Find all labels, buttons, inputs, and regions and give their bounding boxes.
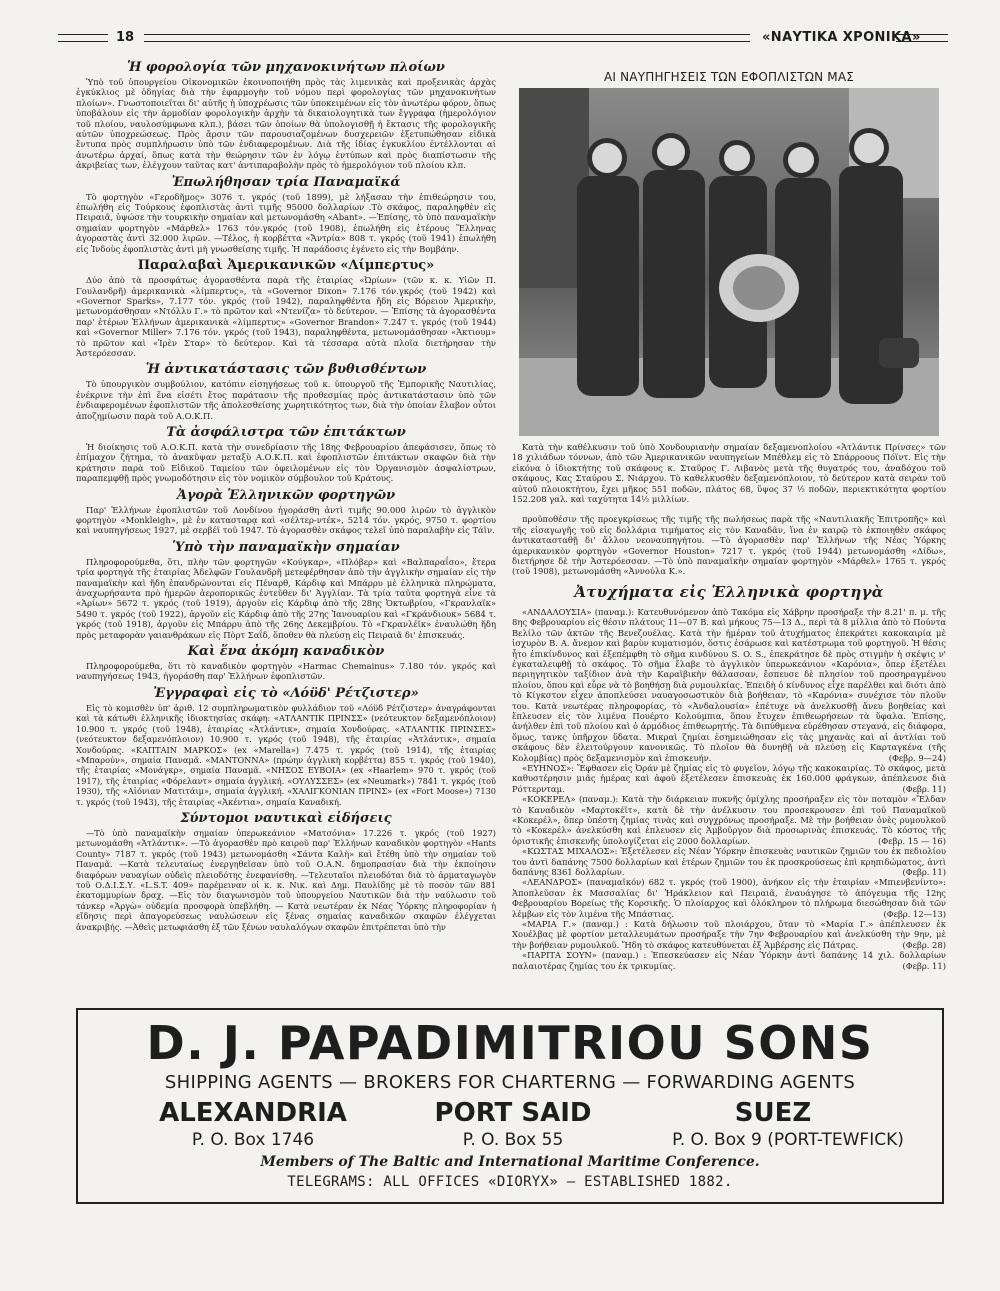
photo-caption: Κατὰ τὴν καθέλκυσιν τοῦ ὑπὸ Χονδουριανὴν σημαίαν δεξαμενοπλοίου «Ἀτλάντικ Πρίνσες» τῶν 18 χιλιάδων τόννων, ἀπὸ τῶν Ἀμερικανικῶν ναυπηγείων Μπέθλεμ εἰς τὸ Σπάρροους Πόϊντ. Εἰς τὴν εἰκόνα ὁ ἰδιοκτήτης τοῦ σκάφους κ. Σταῦρος Γ. Λιβανὸς μετὰ τῆς θυγατρός του, ἀναδόχου τοῦ σκάφους, Κας Σταύρου Σ. Νιάρχου. Τὸ καθελκυσθὲν δεξαμενόπλοιον, τὸ δεύτερον κατὰ σειρὰν τοῦ αὐτοῦ πλοιοκτήτου, ἔχει μῆκος 551 ποδῶν, πλάτος 68, ὕψος 37 ½ ποδῶν, περιεκτικότητα φορτίου 152.208 γαλ. καὶ ταχύτητα 14½ μιλλίων. (512, 442, 946, 505)
section-body: Πληροφορούμεθα, ὅτι, πλὴν τῶν φορτηγῶν «Κούγκαρ», «Πλόβερ» καὶ «Βαλπαραΐσο», ἕτερα τρία φορτηγὰ τῆς ἑταιρίας Ἀδελφῶν Γουλανδρῆ μετεφέρθησαν ἀπὸ τὴν ἀγγλικὴν σημαίαν εἰς τὴν παναμαϊκὴν καὶ ἤδη ἐπανδρώνονται εἰς Πέναρθ, Κάρδιφ καὶ Μπάρρυ μὲ ἑλληνικὰ πληρώματα, ἀναχωρήσαντα πρὸ ἡμερῶν ἀεροπορικῶς ἐντεῦθεν δι' Ἀγγλίαν. Τὰ τρία ταῦτα φορτηγὰ εἶνε τὰ «Ἀρίων» 5672 τ. γκρός (τοῦ 1919), ἀργοῦν εἰς Κάρδιφ ἀπὸ τῆς 28ης Ὀκτωβρίου, «Γκρανλαϊκ» 5490 τ. γκρός (τοῦ 1922), ἀργοῦν εἰς Κάρδιφ ἀπὸ τῆς 27ης Ἰανουαρίου καὶ «Γκράνδιουκ» 5684 τ. γκρός (τοῦ 1918), ἀργοῦν εἰς Μπάρρυ ἀπὸ τῆς 26ης Δεκεμβρίου. Τὸ «Γκρανλέϊκ» ἐναυλώθη ἤδη πρὸς μεταφορὰν γαιανθράκων εἰς Πὸρτ Σαΐδ, ὅποθεν θὰ πλεύσῃ εἰς Πειραιᾶ δι' ἐπισκευάς. (76, 556, 496, 640)
office-box: P. O. Box 1746 (191, 1130, 315, 1150)
right-column (512, 56, 946, 971)
accident-item: «ΠΑΡΙΤΑ ΣΟΥΝ» (παναμ.) : Ἐπεσκεύασεν εἰς Νέαν Ὑόρκην ἀντὶ δαπάνης 14 χιλ. δολλαρίων παλαιοτέρας ζημίας του ἐκ τρικυμίας. (Φεβρ. 11) (512, 950, 946, 971)
office-city: ALEXANDRIA (159, 1098, 347, 1128)
accident-item: «ΚΩΣΤΑΣ ΜΙΧΑΛΟΣ»: Ἐξετέλεσεν εἰς Νέαν Ὑόρκην ἐπισκευὰς ναυτικῶν ζημιῶν του ἐκ πεδιολίου του ἀντὶ δαπάνης 7500 δολλαρίων καὶ ἑτέρων ζημιῶν του ἐκ προσκρούσεως ἐπὶ κρηπιδώματος, ἀντὶ δαπάνης 8361 δολλαρίων. (Φεβρ. 11) (512, 846, 946, 878)
launch-photo (519, 88, 939, 436)
office-boxes (78, 1130, 942, 1152)
accidents-title: Ἀτυχήματα εἰς Ἑλληνικὰ φορτηγὰ (574, 582, 884, 601)
office-cities (78, 1098, 942, 1128)
continued-news: προϋποθέσιν τῆς προεγκρίσεως τῆς τιμῆς τῆς πωλήσεως παρὰ τῆς «Ναυτιλιακῆς Ἐπιτροπῆς» καὶ τῆς εἰσαγωγῆς τοῦ εἰς δολλάρια τιμήματος εἰς τὸν Καναδᾶν, ἵνα ἐν καιρῷ τὸ ἐκποιηθὲν σκάφος ἀντικατασταθῇ δι' ἄλλου νεοναυπηγήτου. —Τὸ ἀγορασθὲν παρ' Ἑλλήνων τῆς Νέας Ὑόρκης ἀμερικανικὸν φορτηγὸν «Governor Houston» 7217 τ. γκρός (τοῦ 1944) μετωνομάσθη «Δίδω», διετήρησε δὲ τὴν Ἀστερόεσσαν. —Τὸ ὑπὸ παναμαϊκὴν σημαίαν φορτηγὸν «Μάρθελ» 1765 τ. γκρός (τοῦ 1908), μετωνομάσθη «Ἀννούλα Κ.». (512, 514, 946, 577)
accident-item: «ΛΕΑΝΔΡΟΣ» (παναμαϊκόν) 682 τ. γκρός (τοῦ 1900), ἀνήκον εἰς τὴν ἑταιρίαν «Μπιενβενίντο»: Ἀποπλεῦσαν ἐκ Μασσαλίας δι' Ἡράκλειον καὶ Πειραιᾶ, ἐναυάγησε τὸ ἀπόγευμα τῆς 12ης Φεβρουαρίου Βορείως τῆς Κορσικῆς. Ὁ πλοίαρχος καὶ ὁλόκληρον τὸ πλήρωμα διεσώθησαν διὰ τῶν λέμβων εἰς τὸν λιμένα τῆς Μπάστιας. (Φεβρ. 12—13) (512, 877, 946, 919)
left-column (76, 56, 496, 996)
section-title: Τὰ ἀσφάλιστρα τῶν ἐπιτάκτων (166, 424, 406, 440)
section-body: Παρ' Ἑλλήνων ἐφοπλιστῶν τοῦ Λονδίνου ἠγοράσθη ἀντὶ τιμῆς 90.000 λιρῶν τὸ ἀγγλικὸν φορτηγὸν «Monkleigh», μὲ ἐν κατασταρᾳ καὶ «σέλτερ-ντέκ», 5214 τόν. γκρός, 9750 τ. φορτίου καὶ ναυπηγήσεως 1927, μὲ σερβέϊ τοῦ 1947. Τὸ ἀγορασθὲν σκάφος τελεῖ ὑπὸ παραλαβὴν εἰς Τάϊν. (76, 504, 496, 536)
photo-title: ΑΙ ΝΑΥΠΗΓΗΣΕΙΣ ΤΩΝ ΕΦΟΠΛΙΣΤΩΝ ΜΑΣ (603, 70, 855, 84)
section-body: Ἡ διοίκησις τοῦ Α.Ο.Κ.Π. κατὰ τὴν συνεδρίασιν τῆς 18ης Φεβρουαρίου ἀπεφάσισεν, ὅπως τὸ ἐπίμαχον ζήτημα, τὸ ἀνακῦψαν μεταξὺ Α.Ο.Κ.Π. καὶ ἐφοπλιστῶν ἐπιτάκτων σκαφῶν διὰ τὴν κράτησιν παρὰ τοῦ Εἰδικοῦ Ταμείου τῶν ὀφειλομένων εἰς τὸν Ὀργανισμὸν ἀσφαλίστρων, παραπεμφθῇ πρὸς γνωμοδότησιν εἰς τὸν νομικὸν σύμβουλον τοῦ Κράτους. (76, 441, 496, 484)
membership-line: Members of The Baltic and International Maritime Conference. (260, 1154, 760, 1170)
advertisement (76, 1008, 944, 1204)
accident-item: «ΑΝΔΑΛΟΥΣΙΑ» (παναμ.): Κατευθυνόμενον ἀπὸ Τακόμα εἰς Χάβρην προσήραξε τὴν 8.21' π. μ. τῆς 8ης Φεβρουαρίου εἰς θέσιν πλάτους 11—07 Β. καὶ μήκους 75—13 Δ., περὶ τὰ 8 μίλλια ἀπὸ τὸ Πούντα Βελίλο τῶν ἀκτῶν τῆς Βενεζουέλας. Κατὰ τὴν ἡμέραν τοῦ ἀτυχήματος ἐπεκράτει κακοκαιρία μὲ ἰσχυρὸν Β. Α. ἄνεμον καὶ βαρὺν κυματισμόν, ὅστις ἐσάρωσε καὶ κατέστρωμα τοῦ φορτηγοῦ. Ἡ θέσις ἦτο ἐπικίνδυνος καὶ ἐξεπέμφθη τὸ σῆμα κινδύνου S. O. S., ἐπεκράτησε δὲ πρὸς στιγμὴν ἡ σκέψις ν' ἐγκαταλειφθῇ τὸ σκάφος. Τὸ σῆμα ἔλαβε τὸ ἀγγλικὸν ὑπερωκεάνιον «Καρόνια», ὅπερ ἐξετέλει περιηγητικὸν ταξίδιον ἀνὰ τὴν Καραϊβικὴν θάλασσαν, ἔσπευσε δὲ πλησίον τοῦ προσηραγμένου πλοίου, ὅπου καὶ εὗρε νὰ τὸ βοηθήσῃ διὰ ρυμουλκίας. Ἐπειδὴ ὁ κίνδυνος εἶχε παρέλθει καὶ διότι ἀπὸ τὸ Κίγκστον εἶχεν ἀποπλεύσει ναυαγοσωστικὸν διὰ βοήθειαν, τὸ «Καρόνια» συνέχισε τὸν πλοῦν του. Κατὰ νεωτέρας πληροφορίας, τὸ «Ἀνδαλουσία» ἐπέτυχε νὰ ἀνελκυσθῇ ἄνευ βοηθείας καὶ ἔπλευσεν εἰς τὸν λιμένα Πουέρτο Κολούμπια, ὅπου ἔτυχεν ἐπιθεωρήσεων τὰ ὕφαλα. Ἐπίσης, ἀνήλθεν ἐπὶ τοῦ πλοίου καὶ ὁ ἁρμόδιος ἐπιθεωρητής. Τὰ διπύθμενα εὑρέθησαν στεγανά, εἰς διάφορα, ὅμως, τανκς ὑπῆρχον ὕδατα. Μικραὶ ζημίαι ἐσημειώθησαν εἰς τὰς μηχανὰς καὶ αἱ ἀντλίαι τοῦ σκάφους δὲν ἐλειτούργουν κανονικῶς. Τὸ πλοῖον θὰ δυνηθῇ νὰ πλεύσῃ εἰς Καρταγκένα (τῆς Κολομβίας) πρὸς δεξαμενισμὸν καὶ ἐπισκευήν. (Φεβρ. 9—24) (512, 606, 946, 763)
telegrams-line: TELEGRAMS: ALL OFFICES «DIORYX» — ESTABLISHED 1882. (287, 1174, 733, 1190)
section-body: Τὸ φορτηγὸν «Γεροδῆμος» 3076 τ. γκρός (τοῦ 1899), μὲ λήξασαν τὴν ἐπιθεώρησιν του, ἐπωλήθη εἰς Τούρκους ἐφοπλιστὰς ἀντὶ τιμῆς 95000 δολλαρίων .Τὸ σκάφος, παραληφθὲν εἰς Πειραιᾶ, ὑψώσε τὴν τουρκικὴν σημαίαν καὶ μετωνομάσθη «Abant». —Ἐπίσης, τὸ ὑπὸ παναμαϊκὴν σημαίαν φορτηγὸν «Μάρθελ» 1763 τόν.γκρός (τοῦ 1908), ἐπωλήθη εἰς ἑτέρους Ἕλληνας ἀγοραστὰς ἀντὶ 32.000 λιρῶν. —Τέλος, ἡ κορβέττα «Ἄντρία» 808 τ. γκρός (τοῦ 1941) ἐπωλήθη εἰς Ἰνδοὺς ἐφοπλιστὰς ἀντὶ μὴ γνωσθείσης τιμῆς. Ἡ παράδοσις ἐγένετο εἰς τὴν Βομβάην. (76, 191, 496, 254)
header-rule (144, 34, 750, 42)
company-services: SHIPPING AGENTS — BROKERS FOR CHARTERNG — FORWARDING AGENTS (164, 1072, 856, 1093)
section-body: Ὑπὸ τοῦ ὑπουργείου Οἰκονομικῶν ἐκοινοποιήθη πρὸς τὰς λιμενικὰς καὶ προξενικὰς ἀρχὰς ἐγκύκλιος μὲ ὁδηγίας διὰ τὴν ἐφαρμογὴν τοῦ νόμου περὶ φορολογίας τῶν μηχανοκινήτων πλοίων». Γνωστοποιεῖται δι' αὐτῆς ἡ ὑποχρέωσις τῶν ὑποκειμένων εἰς τὸν ἀνωτέρω φόρον, ὅπως ὑποβάλουν εἰς τὴν ἁρμοδίαν φορολογικὴν ἀρχὴν τὰ δικαιολογητικὰ των ἔγγραφα (ἡμερολόγιον τοῦ πλοίου, ναυλοσύμφωνα κλπ.), βάσει τῶν ὁποίων θὰ ὑπολογισθῇ ἡ ἔκτασις τῆς φορολογικῆς αὐτῶν ὑποχρεώσεως. Πρὸς ἄρσιν τῶν παρουσιαζομένων δυσχερειῶν ἐξετυπώθησαν εἰδικὰ ἔντυπα πρὸς συμπλήρωσιν ὑπὸ τῶν ἐνδιαφερομένων. Διὰ τῆς ἰδίας ἐγκυκλίου ἐντέλλονται αἱ ἀνωτέρω ἀρχαί, ὅπως κατὰ τὴν θεώρησιν τῶν ἐν λόγῳ ἐντύπων καὶ πρὸς διαπίστωσιν τῆς ἀκριβείας των, ἐλέγχουν ταῦτας κατ' ἀντιπαραβολὴν πρὸς τὸ ἡμερολόγιον τοῦ πλοίου κλπ. (76, 77, 496, 171)
accident-item: «ΜΑΡΙΑ Γ.» (παναμ.) : Κατὰ δήλωσιν τοῦ πλοιάρχου, ὅταν τὸ «Μαρία Γ.» ἀπέπλευσεν ἐκ Χουέλβας μὲ φορτίον μεταλλευμάτων προσήραξε τὴν 7ην Φεβρουαρίου καὶ ἀνελκύσθη τὴν 9ην, μὲ τὴν βοήθειαν ρυμουλκοῦ. Ἤδη τὸ σκάφος κατευθύνεται ἐξ Ἀμβέρσης εἰς Πάτρας. (Φεβρ. 28) (512, 919, 946, 950)
accidents-list (512, 607, 946, 971)
office-city: SUEZ (734, 1098, 812, 1128)
header-rule (58, 34, 108, 42)
office-box: P. O. Box 55 (462, 1130, 564, 1150)
company-name: D. J. PAPADIMITRIOU SONS (146, 1016, 874, 1070)
accident-item: «ΕΥΗΝΟΣ»: Ἔφθασεν εἰς Ὀράν μὲ ζημίας εἰς τὸ φυγεῖον, λόγῳ τῆς κακοκαιρίας. Τὸ σκάφος, μετὰ καθυστέρησιν μιᾶς ἡμέρας καὶ ἀφοῦ ἐξετέλεσεν ἐπισκευὰς ἐκ 160.000 φράγκων, ἀπέπλευσε διὰ Ρόττερνταμ. (Φεβρ. 11) (512, 762, 946, 794)
section-body: —Τὸ ὑπὸ παναμαϊκὴν σημαίαν ὑπερωκεάνιον «Ματσόνια» 17.226 τ. γκρός (τοῦ 1927) μετωνομάσθη «Ἀτλάντικ». —Τὸ ἀγορασθὲν πρὸ καιροῦ παρ' Ἑλλήνων καναδικὸν φορτηγὸν «Hants County» 7187 τ. γκρός (τοῦ 1943) μετωνομάσθη «Σάντα Καλὴ» καὶ ἔτέθη ὑπὸ τὴν σημαίαν τοῦ Παναμᾶ. —Κατὰ τελευταίως ἐνεργηθεῖσαν ὑπὸ τοῦ Ο.Α.Ν. δημοπρασίαν διὰ τὴν ἐκποίησιν διαφόρων ναυαγίων οὐδεὶς πλειοδότης ἐνεφανίσθη. —Τελευταῖοι πλειοδόται διὰ τὸ ἀρματαγωγὸν τοῦ Ο.Δ.Ι.Σ.Υ. «L.S.T. 409» παρέμειναν οἱ κ. κ. Νικ. καὶ Δημ. Παυλίδης μὲ τὸ ποσὸν τῶν 881 ἑκατομμυρίων δραχ. —Εἰς τὸν διαγωνισμὸν τοῦ ὑπουργείου Ναυτικῶν διὰ τὴν ναύλωσιν τοῦ τάνκερ «Ἀργὼ» οὐδεμία προσφορὰ ὑπεβλήθη. — Κατὰ νεωτέραν ἐκ Νέας Ὑόρκης πληροφορίαν ἡ εἴδησις περὶ ἀπαγορεύσεως ναυλώσεων εἰς ξένας σημαίας καναδικῶν σκαφῶν ἐλέγχεται ἀνακριβής. —Ἀθεὶς μετωφιάσθη ἐξ τῶν ξένων ναυλαλόγων σκαφῶν ἐπιτρέπεται ὑπὸ τὴν (76, 827, 496, 932)
section-title: Ἐγγραφαὶ εἰς τὸ «Λόϋδ' Ρέτζιστερ» (153, 685, 419, 701)
section-title: Καὶ ἕνα ἀκόμη καναδικὸν (187, 644, 385, 660)
accident-item: «ΚΟΚΕΡΕΛ» (παναμ.): Κατὰ τὴν διάρκειαν πυκνῆς ὁμίχλης προσήραξεν εἰς τὸν ποταμὸν «Ἔλδαν τὸ Καναδικὸν «Μαρτοκέϊτ», κατὰ δὲ τὴν ἀνέλκυσιν του προσεκρουσεν ἐπὶ τοῦ Παναμαϊκοῦ «Κοκερέλ», ὅπερ ὑπέστη ζημίας τινὰς καὶ συγχρόνως προσήραξε. Μὲ τὴν βοήθειαν ὀνὲς ρυμουλκοῦ τὸ «Κοκερέλ» ἀνελκύσθη καὶ ἐπλευσεν εἰς Ἀμβοῦργον διὰ προσωρινὰς ἐπισκευάς. Τὸ κόστος τῆς ὁριστικῆς ἐπισκευῆς ὑπολογίζεται εἰς 2000 δολλαρίων. (Φεβρ. 15 — 16) (512, 794, 946, 846)
header-rule (896, 34, 948, 42)
section-body: Εἰς τὸ κομισθὲν ὑπ' ἀριθ. 12 συμπληρωματικὸν φυλλάδιον τοῦ «Λόϋδ Ρέτζιστερ» ἀναγράφονται καὶ τὰ κάτωθι ἑλληνικῆς ἰδιοκτησίας σκάφη: «ΑΤΛΑΝΤΙΚ ΠΡΙΝΣΣ» (νεότευκτον δεξαμενόπλοιον) 10.900 τ. γκρός (τοῦ 1948), ἑταιρίας «Ἀτλάντικ», σημαία Χονδούρας. «ΑΤΛΑΝΤΙΚ ΠΡΙΝΣΕΣ» (νεότευκτον δεξαμενόπλοιον) 10.900 τ. γκρός (τοῦ 1948), τῆς ἑταιρίας «Ἀτλάντικ», σημαία Χονδούρας. «ΚΑΠΤΑΙΝ ΜΑΡΚΟΣ» (ex «Marella») 7.475 τ. γκρός (τοῦ 1914), τῆς ἑταιρίας «Μπαρούν», σημαία Παναμᾶ. «ΜΑΝΤΟΝΝΑ» (πρώην ἀγγλικὴ κορβέττα) 855 τ. γκρός (τοῦ 1940), τῆς ἑταιρίας «Μονάγκρ», σημαία Παναμᾶ. «ΝΗΣΟΣ ΕΥΒΟΙΑ» (ex «Haarlem» 970 τ. γκρός (τοῦ 1917), τῆς ἑταιρίας «Φόρελαντ» σημαία ἀγγλική. «ΟΥΛΥΣΣΕΣ» (ex «Neumark») 7841 τ. γκρός (τοῦ 1930), τῆς «Αἰόνιαν Ματιτάιμ», σημαία ἀγγλική. «ΧΑΛΙΓΚΟΝΙΑΝ ΠΡΙΝΣ» (ex «Fort Moose») 7130 τ. γκρός (τοῦ 1943), τῆς ἑταιρίας «Ἀκέντια», σημαία Καναδική. (76, 702, 496, 807)
publication-title: «ΝΑΥΤΙΚΑ ΧΡΟΝΙΚΑ» (762, 30, 921, 45)
office-city: PORT SAID (434, 1098, 592, 1128)
section-body: Πληροφορούμεθα, ὅτι τὸ καναδικὸν φορτηγὸν «Harmac Chemainus» 7.180 τόν. γκρός καὶ ναυπηγήσεως 1943, ἠγοράσθη παρ' Ἑλλήνων ἐφοπλιστῶν. (76, 661, 496, 682)
section-body: Δύο ἀπὸ τὰ προσφάτως ἀγορασθέντα παρὰ τῆς ἑταιρίας «Ὠρίων» (τῶν κ. κ. Υἱῶν Π. Γουλανδρῆ) ἀμερικανικὰ «λίμπερτυς», τὰ «Governor Dixon» 7.176 τόν.γκρός (τοῦ 1942) καὶ «Governor Sparks», 7.177 τόν. γκρός (τοῦ 1942), παραληφθέντα ἤδη εἰς Βόρειον Ἀμερικὴν, μετωνομάσθησαν «Ντόλλυ Γ.» τὸ πρῶτον καὶ «Ντενίζα» τὸ δεύτερον. — Ἐπίσης τὰ ἀγορασθέντα παρ' ἑτέρων Ἑλλήνων ἀμερικανικὰ «λίμπερτυς» «Governor Brandon» 7.247 τ. γκρός (τοῦ 1944) καὶ «Governor Miller» 7.176 τόν. γκρός (τοῦ 1943), παραληφθέντα, μετωνομάσθησαν «Ἀκτιουμ» τὸ πρῶτον καὶ «Ἰρὲν Σταρ» τὸ δεύτερον. Καὶ τὰ τέσσαρα αὐτὰ πλοῖα διετήρησαν τὴν Ἀστερόεσσαν. (76, 275, 496, 358)
section-body: Τὸ ὑπουργικὸν συμβούλιον, κατόπιν εἰσηγήσεως τοῦ κ. ὑπουργοῦ τῆς Ἐμπορικῆς Ναυτιλίας, ἐνέκρινε τὴν ἐπὶ ἕνα εἰσέτι ἔτος παράτασιν τῆς προθεσμίας πρὸς ἀντικατάστασιν ὑπὸ τῶν ἐνδιαφερομένων ἐφοπλιστῶν τῆς ἀπολεσθείσης χωρητικότητος των, διὰ τὴν ὁποίαν ἔλαβον οὗτοι ἀποζημίωσιν παρὰ τοῦ Α.Ο.Κ.Π. (76, 379, 496, 421)
section-title: Ἡ φορολογία τῶν μηχανοκινήτων πλοίων (127, 60, 445, 75)
section-title: Παραλαβαὶ Ἀμερικανικῶν «Λίμπερτυς» (137, 258, 435, 274)
page-number: 18 (116, 30, 135, 45)
section-title: Ὑπὸ τὴν παναμαϊκὴν σημαίαν (172, 539, 400, 555)
photo-illustration (519, 88, 939, 436)
section-title: Ἀγορὰ Ἑλληνικῶν φορτηγῶν (176, 487, 396, 503)
section-title: Ἡ ἀντικατάστασις τῶν βυθισθέντων (145, 362, 427, 378)
section-title: Σύντομοι ναυτικαὶ εἰδήσεις (180, 810, 392, 826)
office-box: P. O. Box 9 (PORT-TEWFICK) (672, 1130, 904, 1150)
page-header (58, 30, 948, 48)
section-title: Ἐπωλήθησαν τρία Παναμαϊκά (171, 174, 401, 190)
